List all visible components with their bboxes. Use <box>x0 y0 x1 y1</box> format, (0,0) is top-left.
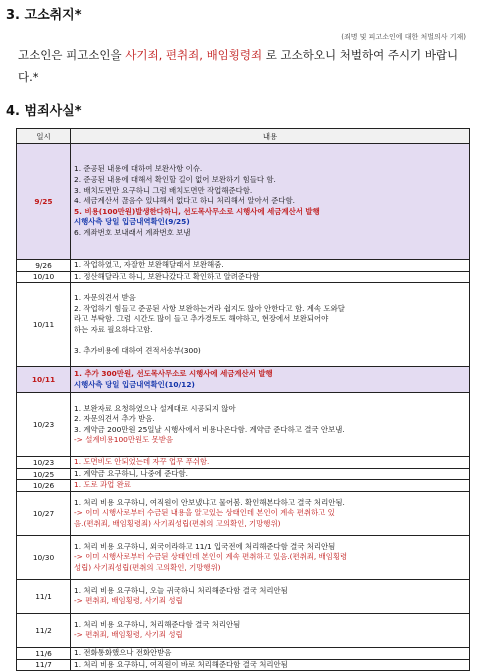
row-date: 10/11 <box>17 367 71 393</box>
header-date: 일시 <box>17 129 71 144</box>
row-content <box>71 367 470 393</box>
complaint-purpose-paragraph <box>18 44 470 88</box>
content-line: 1. 계약금 요구하니, 나중에 준다함. <box>74 468 188 478</box>
content-line: 3. 추가비용에 대하여 견적서송부(300) <box>74 345 201 355</box>
row-date: 11/6 <box>17 647 71 659</box>
crime-names: 사기죄, 편취죄, 배임횡령죄 <box>125 48 263 62</box>
content-line: 6. 계좌번호 보내래서 계좌번호 보냄 <box>74 227 191 237</box>
row-content <box>71 659 470 671</box>
row-date: 10/25 <box>17 468 71 480</box>
section-3-title: 3. 고소취지* <box>6 8 82 23</box>
content-line: 1. 정산해달라고 하니, 보완나갔다고 확인하고 알려준다함 <box>74 271 260 281</box>
table-row <box>17 271 470 283</box>
content-line: 1. 보완자료 요청하였으나 설계대로 시공되지 않아 <box>74 403 236 413</box>
content-line: 1. 전화통화했으나 전화안받음 <box>74 647 172 657</box>
row-date: 10/11 <box>17 283 71 367</box>
row-date: 10/27 <box>17 491 71 535</box>
content-line: 3. 배치도면만 요구하니 그럼 배치도면만 작업해준다함. <box>74 185 253 195</box>
row-content <box>71 647 470 659</box>
table-row <box>17 659 470 671</box>
row-content <box>71 613 470 647</box>
content-line: 4. 세금계산서 끊음수 있냐해서 없다고 하니 처리해서 알아서 준다함. <box>74 196 295 206</box>
row-content <box>71 283 470 367</box>
content-line: 1. 처리 비용 요구하니, 처리해준다함 결국 처리안됨 <box>74 619 241 629</box>
table-body <box>17 144 470 671</box>
row-date: 10/10 <box>17 271 71 283</box>
content-line: -> 편취죄, 배임횡령, 사기죄 성립 <box>74 630 183 640</box>
row-date: 10/23 <box>17 457 71 469</box>
content-line: -> 편취죄, 배임횡령, 사기죄 성립 <box>74 596 183 606</box>
row-content <box>71 480 470 492</box>
row-date: 9/25 <box>17 144 71 260</box>
row-date: 10/23 <box>17 393 71 457</box>
content-line: 시행사측 당일 입금내역확인(10/12) <box>74 379 195 389</box>
content-line: 1. 추가 300만원, 선도목사무소로 시행사에 세금계산서 발행 <box>74 369 273 379</box>
table-row <box>17 480 470 492</box>
row-date: 11/2 <box>17 613 71 647</box>
row-content <box>71 491 470 535</box>
table-row <box>17 647 470 659</box>
content-line: 성립) 사기죄성립(편취의 고의확인, 기망행위) <box>74 562 221 572</box>
row-date: 9/26 <box>17 260 71 272</box>
paragraph-text-2: 로 고소하오니 처벌하여 주시기 바랍니다.* <box>18 48 459 84</box>
content-line: 2. 준공된 내용에 대해서 확인할 길이 없어 보완하기 힘들다 함. <box>74 175 276 185</box>
content-line: 1. 작업하였고, 자잘한 보완해달래서 보완해줌. <box>74 260 224 269</box>
table-row <box>17 491 470 535</box>
row-content <box>71 579 470 613</box>
content-line: 1. 준공된 내용에 대하여 보완사항 이슈. <box>74 164 203 174</box>
row-content <box>71 260 470 272</box>
row-content <box>71 468 470 480</box>
header-content: 내용 <box>71 129 470 144</box>
table-header-row <box>17 129 470 144</box>
row-content <box>71 457 470 469</box>
content-line: 1. 처리 비용 요구하니, 여직원이 안보냈냐고 물어봄. 확인해본다하고 결국 처리안됨. <box>74 497 345 507</box>
content-line: 2. 작업하기 힘들고 준공된 사항 보완하는거라 쉽지도 않아 안한다고 함. 계속 도와달 <box>74 303 345 313</box>
content-line: 1. 도면비도 안되었는데 자꾸 업무 푸쉬함. <box>74 457 210 467</box>
section-4-title: 4. 범죄사실* <box>6 104 82 119</box>
content-line: 하는 자료 필요하다고함. <box>74 324 153 334</box>
content-line: 1. 자문의견서 받음 <box>74 292 136 302</box>
section-3-note: (죄명 및 피고소인에 대한 처벌의사 기재) <box>341 33 466 41</box>
content-line: -> 이미 시행사로부터 수금된 내용을 알고있는 상태인데 본인이 계속 편취하고 있 <box>74 508 335 518</box>
content-line: 1. 도로 과업 완료 <box>74 480 131 490</box>
content-line: 2. 자문의견서 추가 받음. <box>74 414 155 424</box>
content-line: 음.(편취죄, 배임횡령죄) 사기죄성립(편취의 고의확인, 기망행위) <box>74 518 281 528</box>
content-line: 3. 계약금 200만원 25일날 시행사에서 비용나온다함. 계약금 준다하고 결국 안보냄. <box>74 424 345 434</box>
content-line: 1. 처리 비용 요구하니, 여직원이 바로 처리해준다함 결국 처리안됨 <box>74 659 288 669</box>
row-date: 11/1 <box>17 579 71 613</box>
row-content <box>71 271 470 283</box>
content-line <box>74 335 466 346</box>
content-line: 5. 비용(100만원)발생한다하니, 선도목사무소로 시행사에 세금계산서 발행 <box>74 206 320 216</box>
row-content <box>71 535 470 579</box>
table-row <box>17 144 470 260</box>
table-row <box>17 613 470 647</box>
paragraph-text-1: 고소인은 피고소인을 <box>18 48 126 62</box>
content-line: 라고 부탁함. 그럼 시간도 많이 들고 추가경토도 해야하고, 현장에서 보완되어야 <box>74 314 329 324</box>
content-line: 1. 처리 비용 요구하니, 오늘 귀국하니 처리해준다함 결국 처리안됨 <box>74 585 288 595</box>
facts-table <box>16 128 470 671</box>
table-row <box>17 393 470 457</box>
row-date: 10/30 <box>17 535 71 579</box>
table-row <box>17 468 470 480</box>
table-row <box>17 367 470 393</box>
content-line: 1. 처리 비용 요구하니, 외국이라하고 11/1 입국전에 처리해준다함 결국 처리안됨 <box>74 541 336 551</box>
row-date: 11/7 <box>17 659 71 671</box>
table-row <box>17 260 470 272</box>
content-line: 시행사측 당일 입금내역확인(9/25) <box>74 217 190 227</box>
table-row <box>17 579 470 613</box>
row-content <box>71 144 470 260</box>
row-content <box>71 393 470 457</box>
content-line: -> 이미 시행사로부터 수금된 상태인데 본인이 계속 편취하고 있음.(편취죄, 배임횡령 <box>74 552 348 562</box>
table-row <box>17 283 470 367</box>
table-row <box>17 457 470 469</box>
content-line: -> 설계비용100만원도 못받음 <box>74 435 174 445</box>
row-date: 10/26 <box>17 480 71 492</box>
table-row <box>17 535 470 579</box>
